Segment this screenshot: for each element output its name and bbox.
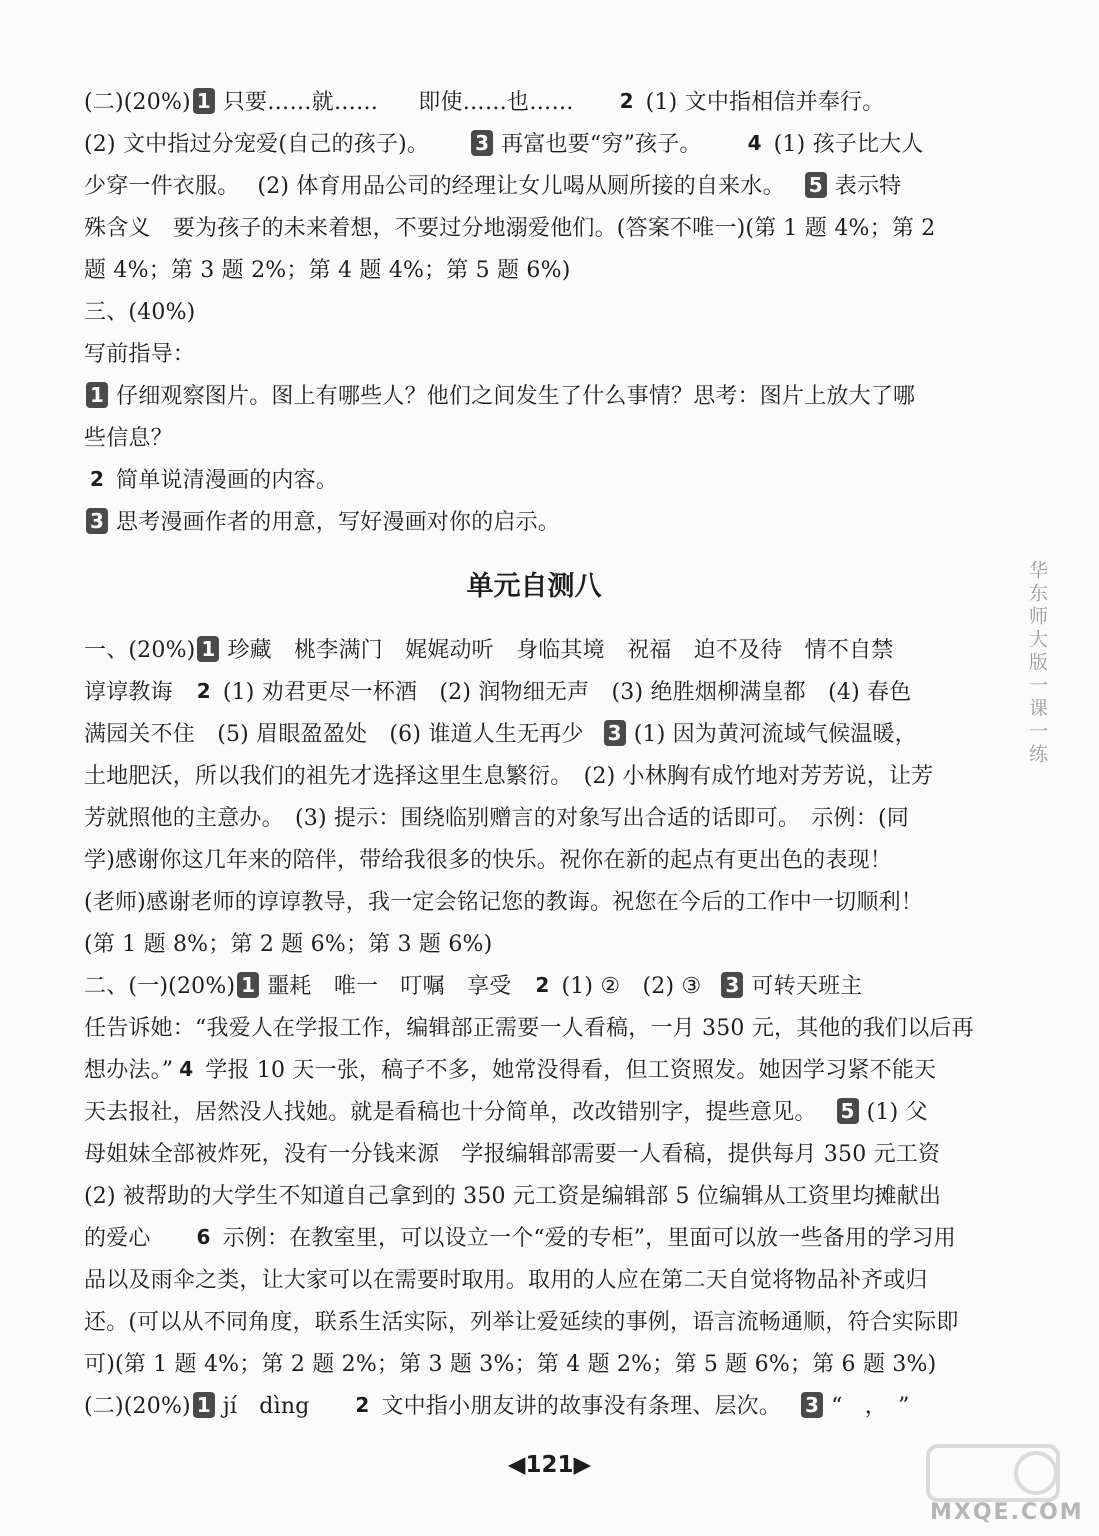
text-line xyxy=(84,1260,984,1302)
answer-text: 天去报社，居然没人找她。就是看稿也十分简单，改改错别字，提些意见。 xyxy=(84,1100,817,1125)
question-number-badge: 6 xyxy=(196,1224,211,1249)
text-line xyxy=(84,1302,984,1344)
question-number-badge: 3 xyxy=(721,972,743,998)
answer-text: 土地肥沃，所以我们的祖先才选择这里生息繁衍。 (2) 小林胸有成竹地对芳芳说，让芳 xyxy=(84,764,934,789)
answer-text: 噩耗 唯一 叮嘱 享受 xyxy=(267,974,512,999)
text-line xyxy=(84,630,984,672)
question-number-badge: 2 xyxy=(196,678,211,703)
answer-text: (老师)感谢老师的谆谆教导，我一定会铭记您的教诲。祝您在今后的工作中一切顺利！ xyxy=(84,890,923,915)
question-number-badge: 3 xyxy=(471,130,493,156)
answer-text: 仔细观察图片。图上有哪些人？他们之间发生了什么事情？思考：图片上放大了哪 xyxy=(116,384,916,409)
question-number-badge: 2 xyxy=(355,1392,370,1417)
text-line xyxy=(84,124,984,166)
question-number-badge: 3 xyxy=(86,508,108,534)
answer-text: (二)(20%) xyxy=(84,90,191,115)
text-line xyxy=(84,756,984,798)
answer-text: (1) 孩子比大人 xyxy=(773,132,924,157)
question-number-badge: 4 xyxy=(747,130,762,155)
page-number-value: 121 xyxy=(525,1452,574,1478)
answer-text: 还。(可以从不同角度，联系生活实际，列举让爱延续的事例，语言流畅通顺，符合实际即 xyxy=(84,1310,959,1335)
answer-text: 殊含义 要为孩子的未来着想，不要过分地溺爱他们。(答案不唯一)(第 1 题 4%；第 2 xyxy=(84,216,936,241)
answer-text: (2) 被帮助的大学生不知道自己拿到的 350 元工资是编辑部 5 位编辑从工资里均摊献出 xyxy=(84,1184,942,1209)
text-line xyxy=(84,82,984,124)
text-line xyxy=(84,166,984,208)
text-line xyxy=(84,376,984,418)
answer-text: “ ， ” xyxy=(831,1394,910,1419)
text-line xyxy=(84,250,984,292)
text-line xyxy=(84,1218,984,1260)
answer-text: 再富也要“穷”孩子。 xyxy=(501,132,702,157)
text-line xyxy=(84,502,984,544)
side-label: 华东师大版一课一练 xyxy=(1026,560,1048,767)
unit-title: 单元自测八 xyxy=(466,571,602,602)
answer-text: 可)(第 1 题 4%；第 2 题 2%；第 3 题 3%；第 4 题 2%；第 5 题 6%；第 6 题 3%) xyxy=(84,1352,937,1377)
question-number-badge: 1 xyxy=(193,88,215,114)
answer-text: 题 4%；第 3 题 2%；第 4 题 4%；第 5 题 6%) xyxy=(84,258,571,283)
text-line xyxy=(84,1386,984,1428)
answer-text: 满园关不住 (5) 眉眼盈盈处 (6) 谁道人生无再少 xyxy=(84,722,584,747)
answer-text: 一、(20%) xyxy=(84,638,196,663)
answer-text: 珍藏 桃李满门 娓娓动听 身临其境 祝福 迫不及待 情不自禁 xyxy=(227,638,894,663)
answer-text: (1) ② (2) ③ xyxy=(561,974,702,999)
text-line xyxy=(84,460,984,502)
answer-text: 可转天班主 xyxy=(751,974,863,999)
question-number-badge: 1 xyxy=(193,1392,215,1418)
answer-text: 即使……也…… xyxy=(418,90,574,115)
answer-text: jí dìng xyxy=(222,1394,310,1419)
answer-text: 简单说清漫画的内容。 xyxy=(116,468,339,493)
answer-page xyxy=(84,82,984,1428)
text-line xyxy=(84,1050,984,1092)
answer-text: 谆谆教诲 xyxy=(84,680,173,705)
text-line xyxy=(84,798,984,840)
answer-text: (1) 父 xyxy=(866,1100,928,1125)
answer-text: (1) 劝君更尽一杯酒 (2) 润物细无声 (3) 绝胜烟柳满皇都 (4) 春色 xyxy=(222,680,912,705)
answer-text: 学)感谢你这几年来的陪伴，带给我很多的快乐。祝你在新的起点有更出色的表现！ xyxy=(84,848,892,873)
answer-text: 些信息？ xyxy=(84,426,173,451)
answer-text: 少穿一件衣服。 xyxy=(84,174,240,199)
answer-text: 芳就照他的主意办。 (3) 提示：围绕临别赠言的对象写出合适的话即可。 示例：(同 xyxy=(84,806,909,831)
question-number-badge: 1 xyxy=(86,382,108,408)
answer-text: 只要……就…… xyxy=(222,90,379,115)
answer-text: 学报 10 天一张，稿子不多，她常没得看，但工资照发。她因学习紧不能天 xyxy=(205,1058,937,1083)
text-line xyxy=(84,1008,984,1050)
watermark-site: MXQE.COM xyxy=(930,1500,1084,1525)
question-number-badge: 5 xyxy=(837,1098,859,1124)
question-number-badge: 2 xyxy=(619,88,634,113)
question-number-badge: 2 xyxy=(89,466,105,491)
answer-text: 的爱心 xyxy=(84,1226,151,1251)
text-line xyxy=(84,334,984,376)
text-line xyxy=(84,1344,984,1386)
answer-text: 三、(40%) xyxy=(84,300,196,325)
text-line xyxy=(84,1134,984,1176)
text-line xyxy=(84,1176,984,1218)
text-line xyxy=(84,840,984,882)
answer-text: 思考漫画作者的用意，写好漫画对你的启示。 xyxy=(116,510,561,535)
question-number-badge: 3 xyxy=(604,720,626,746)
text-line xyxy=(84,1092,984,1134)
answer-text: 母姐妹全部被炸死，没有一分钱来源 学报编辑部需要一人看稿，提供每月 350 元工资 xyxy=(84,1142,941,1167)
answer-text: 表示特 xyxy=(834,174,902,199)
answer-text: 品以及雨伞之类，让大家可以在需要时取用。取用的人应在第二天自觉将物品补齐或归 xyxy=(84,1268,928,1293)
question-number-badge: 4 xyxy=(179,1056,194,1081)
answer-text: 二、(一)(20%) xyxy=(84,974,236,999)
question-number-badge: 1 xyxy=(237,972,259,998)
text-line xyxy=(84,418,984,460)
question-number-badge: 3 xyxy=(801,1392,823,1418)
answer-text: (二)(20%) xyxy=(84,1394,191,1419)
text-line xyxy=(84,966,984,1008)
answer-text: 任告诉她：“我爱人在学报工作，编辑部正需要一人看稿，一月 350 元，其他的我们以后再 xyxy=(84,1016,974,1041)
text-line xyxy=(84,924,984,966)
answer-text: 想办法。” xyxy=(84,1058,174,1083)
answer-text: (1) 因为黄河流域气候温暖， xyxy=(633,722,917,747)
text-line xyxy=(84,208,984,250)
answer-text: (2) 文中指过分宠爱(自己的孩子)。 xyxy=(84,132,430,157)
page-number: ◀121▶ xyxy=(507,1452,592,1478)
answer-text: (1) 文中指相信并奉行。 xyxy=(645,90,885,115)
answer-text: 示例：在教室里，可以设立一个“爱的专柜”，里面可以放一些备用的学习用 xyxy=(222,1226,956,1251)
answer-text: (第 1 题 8%；第 2 题 6%；第 3 题 6%) xyxy=(84,932,493,957)
answer-text: 文中指小朋友讲的故事没有条理、层次。 xyxy=(381,1394,782,1419)
text-line xyxy=(84,882,984,924)
answer-text: 写前指导： xyxy=(84,342,196,367)
answer-text: (2) 体育用品公司的经理让女儿喝从厕所接的自来水。 xyxy=(257,174,785,199)
text-line xyxy=(84,672,984,714)
question-number-badge: 1 xyxy=(197,636,219,662)
question-number-badge: 5 xyxy=(805,172,827,198)
question-number-badge: 2 xyxy=(535,972,550,997)
text-line xyxy=(84,292,984,334)
text-line xyxy=(84,714,984,756)
